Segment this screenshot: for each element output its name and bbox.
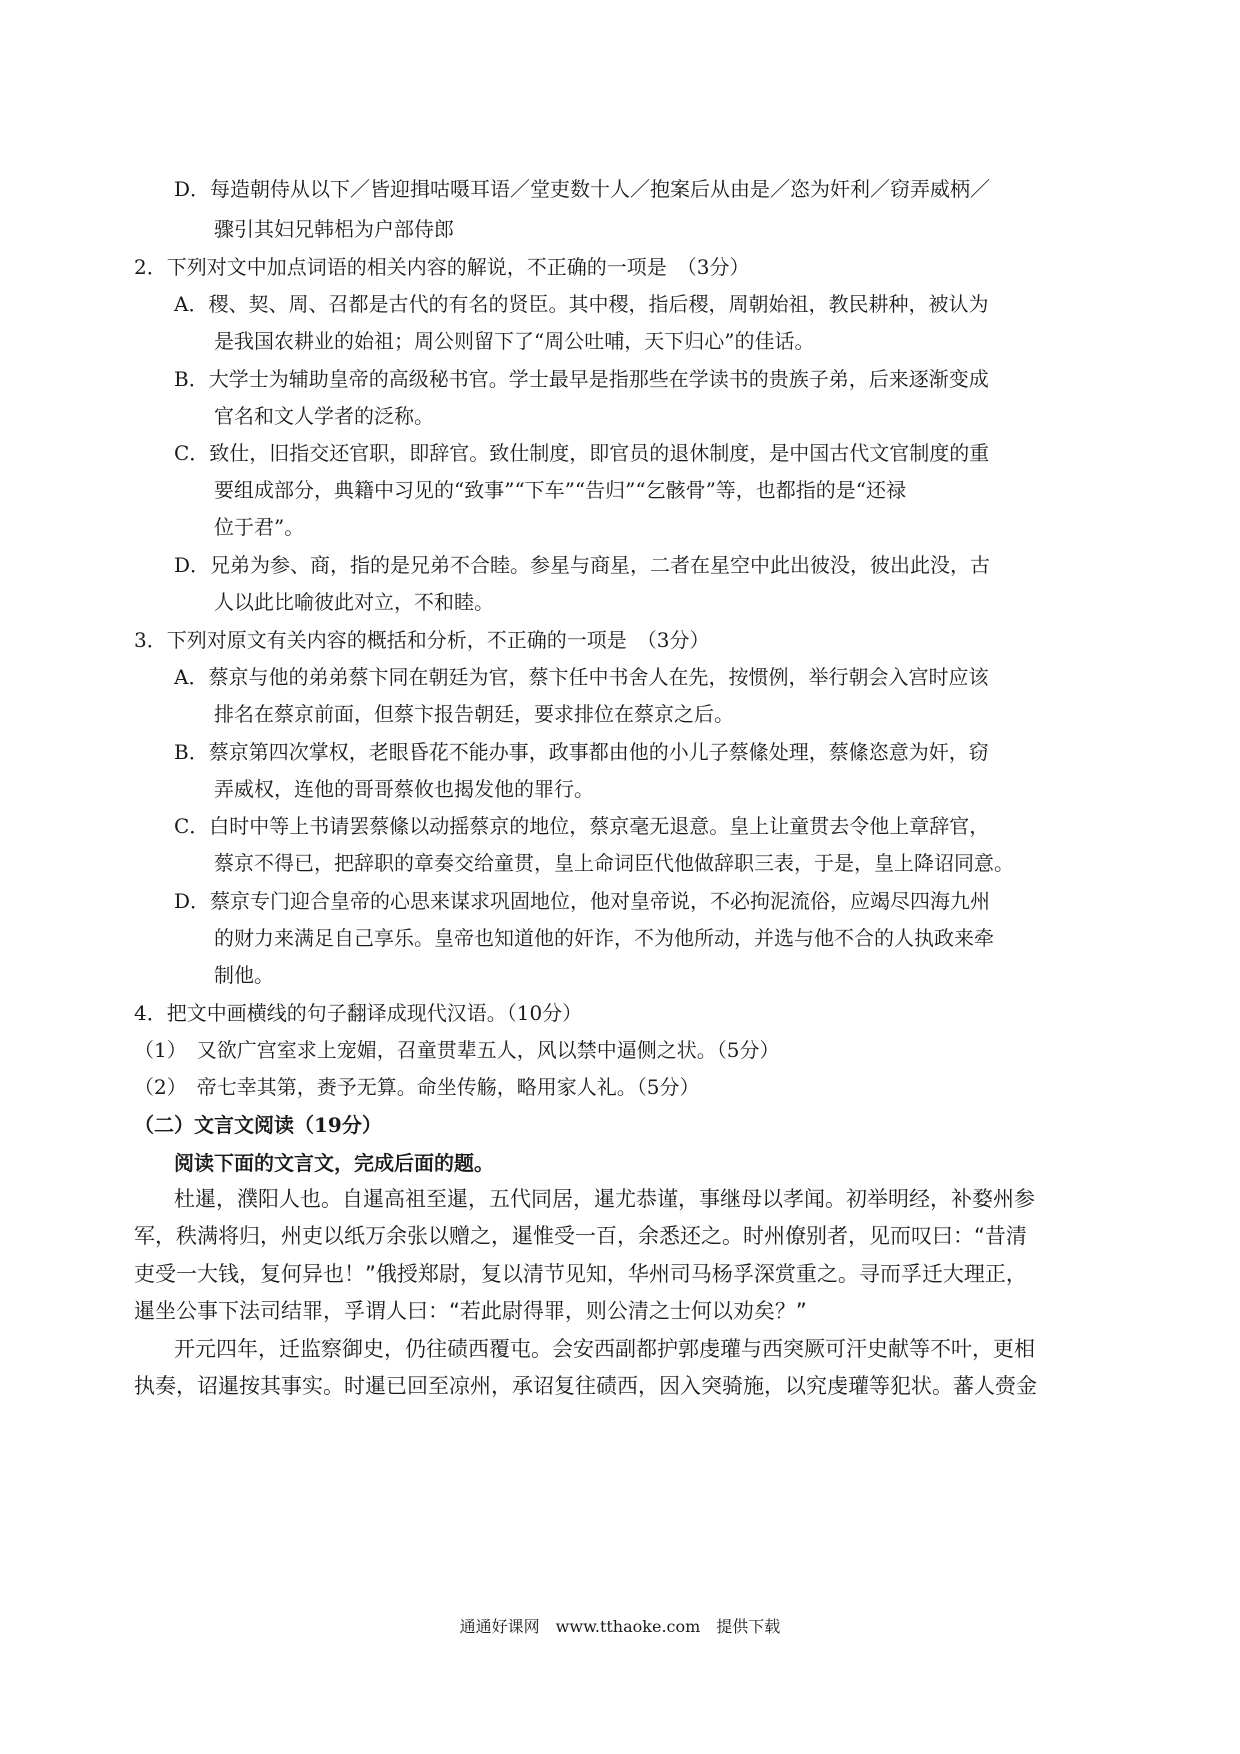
passage-p1-line1: 杜暹，濮阳人也。自暹高祖至暹，五代同居，暹尤恭谨，事继母以孝闻。初举明经，补婺州参: [174, 1187, 1035, 1211]
passage-p2-line2: 执奏，诏暹按其事实。时暹已回至凉州，承诏复往碛西，因入突骑施，以究虔瓘等犯状。蕃人赍金: [134, 1374, 1037, 1398]
q3-option-b-line2: 弄威权，连他的哥哥蔡攸也揭发他的罪行。: [214, 777, 594, 801]
q3-option-a-line2: 排名在蔡京前面，但蔡卞报告朝廷，要求排位在蔡京之后。: [214, 702, 734, 726]
q4-stem: 4．把文中画横线的句子翻译成现代汉语。（10分）: [134, 1001, 583, 1025]
q3-option-c-line1: C．白时中等上书请罢蔡絛以动摇蔡京的地位，蔡京毫无退意。皇上让童贯去令他上章辞官，: [174, 814, 990, 838]
q2-option-d-line2: 人以此比喻彼此对立，不和睦。: [214, 590, 494, 614]
q4-sentence-1: （1） 又欲广宫室求上宠媚，召童贯辈五人，风以禁中逼侧之状。（5分）: [134, 1038, 780, 1062]
q2-option-c-line3: 位于君”。: [214, 515, 305, 539]
footer-watermark: 通通好课网 www.tthaoke.com 提供下载: [459, 1617, 781, 1636]
passage-p1-line4: 暹坐公事下法司结罪，孚谓人曰：“若此尉得罪，则公清之士何以劝矣？”: [134, 1299, 807, 1323]
passage-p2-line1: 开元四年，迁监察御史，仍往碛西覆屯。会安西副都护郭虔瓘与西突厥可汗史献等不叶，更相: [174, 1337, 1035, 1361]
q3-option-d-line3: 制他。: [214, 963, 274, 987]
passage-p1-line2: 军，秩满将归，州吏以纸万余张以赠之，暹惟受一百，余悉还之。时州僚别者，见而叹曰：“昔清: [134, 1224, 1027, 1248]
q1-option-d-line2: 骤引其妇兄韩梠为户部侍郎: [214, 217, 454, 241]
section-heading: （二）文言文阅读（19分）: [134, 1113, 382, 1137]
q3-option-a-line1: A．蔡京与他的弟弟蔡卞同在朝廷为官，蔡卞任中书舍人在先，按惯例，举行朝会入宫时应该: [174, 665, 989, 689]
q2-option-c-line1: C．致仕，旧指交还官职，即辞官。致仕制度，即官员的退休制度，是中国古代文官制度的重: [174, 441, 990, 465]
section-instruction: 阅读下面的文言文，完成后面的题。: [174, 1151, 494, 1175]
q3-option-d-line2: 的财力来满足自己享乐。皇帝也知道他的奸诈，不为他所动，并选与他不合的人执政来牵: [214, 926, 994, 950]
q2-option-a-line1: A．稷、契、周、召都是古代的有名的贤臣。其中稷，指后稷，周朝始祖，教民耕种，被认为: [174, 292, 989, 316]
q2-option-a-line2: 是我国农耕业的始祖；周公则留下了“周公吐哺，天下归心”的佳话。: [214, 329, 815, 353]
q3-option-c-line2: 蔡京不得已，把辞职的章奏交给童贯，皇上命词臣代他做辞职三表，于是，皇上降诏同意。: [214, 851, 1014, 875]
q2-option-b-line2: 官名和文人学者的泛称。: [214, 404, 434, 428]
q1-option-d-line1: D．每造朝侍从以下／皆迎揖咕嗫耳语／堂吏数十人／抱案后从由是／恣为奸利／窃弄威柄／: [174, 177, 991, 201]
q2-option-c-line2: 要组成部分，典籍中习见的“致事”“下车”“告归”“乞骸骨”等，也都指的是“还禄: [214, 478, 907, 502]
q3-option-d-line1: D．蔡京专门迎合皇帝的心思来谋求巩固地位，他对皇帝说，不必拘泥流俗，应竭尽四海九州: [174, 889, 991, 913]
q2-stem: 2．下列对文中加点词语的相关内容的解说，不正确的一项是 （3分）: [134, 255, 750, 279]
passage-p1-line3: 吏受一大钱，复何异也！”俄授郑尉，复以清节见知，华州司马杨孚深赏重之。寻而孚迁大理正，: [134, 1262, 1027, 1286]
q3-stem: 3．下列对原文有关内容的概括和分析，不正确的一项是 （3分）: [134, 628, 710, 652]
q2-option-d-line1: D．兄弟为参、商，指的是兄弟不合睦。参星与商星，二者在星空中此出彼没，彼出此没，古: [174, 553, 991, 577]
q4-sentence-2: （2） 帝七幸其第，赉予无算。命坐传觞，略用家人礼。（5分）: [134, 1075, 700, 1099]
q2-option-b-line1: B．大学士为辅助皇帝的高级秘书官。学士最早是指那些在学读书的贵族子弟，后来逐渐变成: [174, 367, 989, 391]
q3-option-b-line1: B．蔡京第四次掌权，老眼昏花不能办事，政事都由他的小儿子蔡絛处理，蔡絛恣意为奸，窃: [174, 740, 989, 764]
